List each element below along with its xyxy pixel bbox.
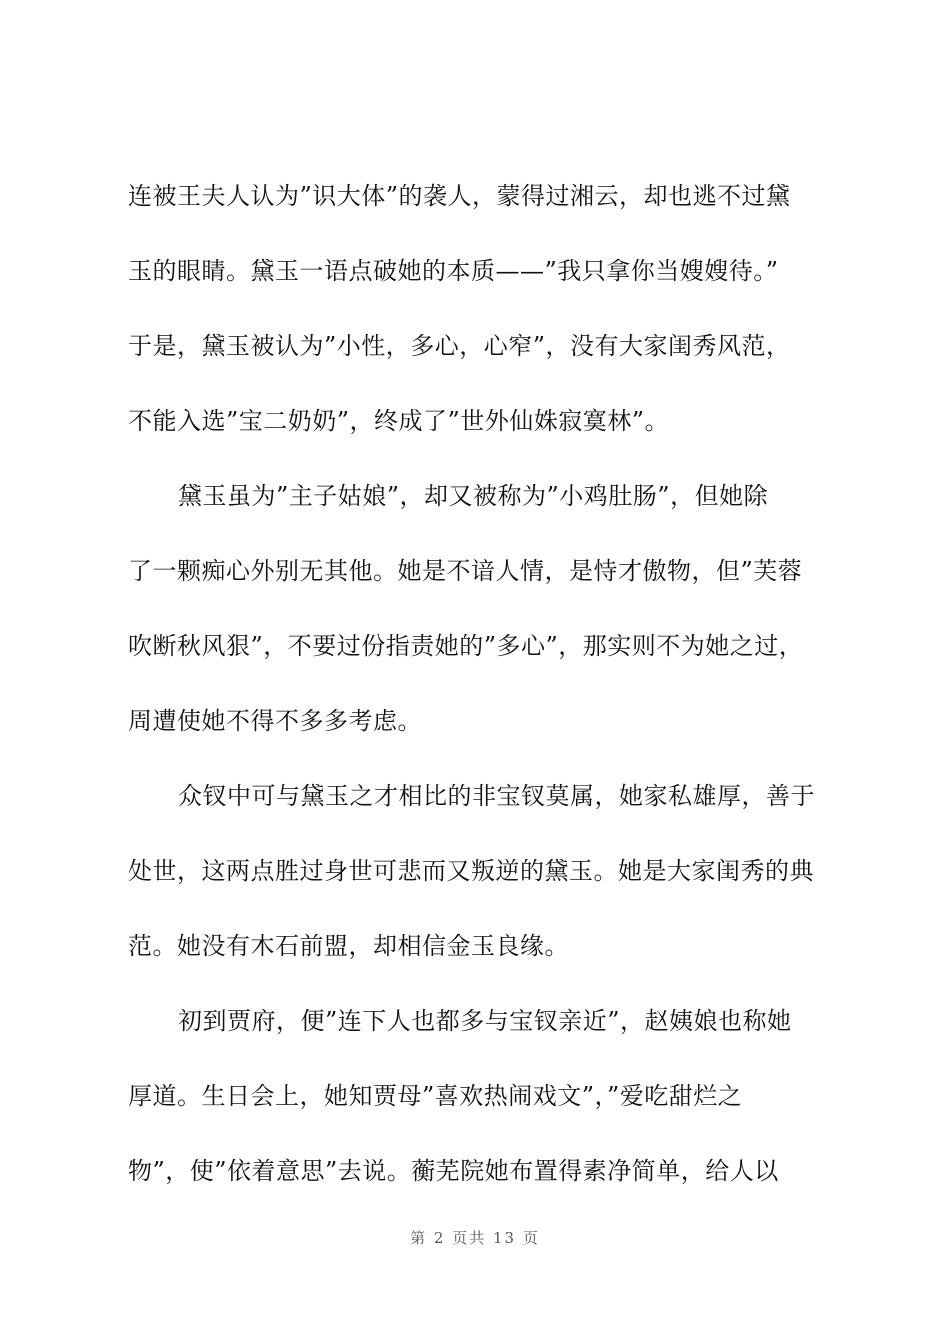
- paragraph-start-line: 众钗中可与黛玉之才相比的非宝钗莫属，她家私雄厚，善于: [178, 782, 815, 810]
- text-line: 周遭使她不得不多多考虑。: [128, 707, 422, 735]
- page-number-footer: 第 2 页共 13 页: [410, 1229, 540, 1247]
- text-line: 物”，使”依着意思”去说。蘅芜院她布置得素净简单，给人以: [128, 1157, 779, 1185]
- paragraph-start-line: 初到贾府，便”连下人也都多与宝钗亲近”，赵姨娘也称她: [178, 1007, 792, 1035]
- text-line: 玉的眼睛。黛玉一语点破她的本质——”我只拿你当嫂嫂待。”: [128, 257, 779, 285]
- text-line: 连被王夫人认为”识大体”的袭人，蒙得过湘云，却也逃不过黛: [128, 182, 791, 210]
- paragraph-start-line: 黛玉虽为”主子姑娘”，却又被称为”小鸡肚肠”，但她除: [178, 482, 769, 510]
- text-line: 厚道。生日会上，她知贾母”喜欢热闹戏文”，”爱吃甜烂之: [128, 1082, 743, 1110]
- text-line: 了一颗痴心外别无其他。她是不谙人情，是恃才傲物，但”芙蓉: [128, 557, 803, 585]
- text-line: 处世，这两点胜过身世可悲而又叛逆的黛玉。她是大家闺秀的典: [128, 857, 814, 885]
- text-line: 范。她没有木石前盟，却相信金玉良缘。: [128, 932, 569, 960]
- text-line: 不能入选”宝二奶奶”，终成了”世外仙姝寂寞林”。: [128, 407, 670, 435]
- text-line: 吹断秋风狠”，不要过份指责她的”多心”，那实则不为她之过，: [128, 632, 804, 660]
- text-line: 于是，黛玉被认为”小性，多心，心窄”，没有大家闺秀风范，: [128, 332, 791, 360]
